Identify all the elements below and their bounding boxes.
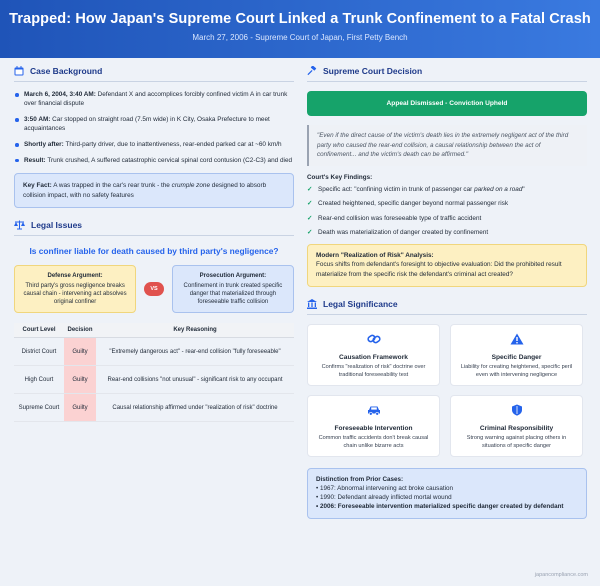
decision-cell: Guilty [64,366,96,394]
card-title: Specific Danger [491,353,542,361]
reasoning-cell: Causal relationship affirmed under "realization of risk" doctrine [96,394,294,422]
court-level: District Court [14,338,64,366]
table-row [14,338,294,366]
modern-analysis-box [307,244,587,287]
divider [307,314,587,315]
case-background-title: Case Background [30,66,103,76]
modern-analysis-title: Modern "Realization of Risk" Analysis: [316,251,434,259]
list-item [307,229,587,238]
arguments-row [14,265,294,313]
page-title: Trapped: How Japan's Supreme Court Linked a Trunk Confinement to a Fatal Crash [9,11,591,27]
distinction-item: • 2006: Foreseeable intervention materialized specific danger created by defendant [316,503,564,511]
right-column [307,66,587,519]
list-item [14,115,294,134]
list-item-text: Third-party driver, due to inattentiveness, rear-ended parked car at ~60 km/h [63,141,282,149]
significance-card [307,324,440,386]
decision-heading [307,66,587,76]
warning-icon [510,333,524,345]
prosecution-title: Prosecution Argument: [199,273,267,280]
case-background-list [14,90,294,165]
defense-title: Defense Argument: [47,273,103,280]
findings-title: Court's Key Findings: [307,173,373,181]
modern-analysis-text: Focus shifts from defendant's foresight to objective evaluation: Did the prohibited result materialize from the specific risk the defendant's criminal act created? [316,261,562,278]
card-title: Criminal Responsibility [479,424,554,432]
scales-icon [14,220,25,230]
legal-issues-heading [14,220,294,230]
vs-badge: VS [144,282,164,296]
case-background-heading [14,66,294,76]
court-decisions-table [14,323,294,422]
distinction-title: Distinction from Prior Cases: [316,475,404,483]
defense-text: Third party's gross negligence breaks causal chain - intervening act absolves original confiner [23,282,127,306]
distinction-item: • 1990: Defendant already inflicted mortal wound [316,494,452,502]
list-item-label: Shortly after: [24,141,64,149]
list-item [14,156,294,165]
significance-cards [307,324,587,457]
gavel-icon [307,66,317,76]
footer-credit: japancompliance.com [534,572,588,578]
finding-text-end: " [522,185,525,193]
distinction-box [307,468,587,519]
reasoning-cell: "Extremely dangerous act" - rear-end collision "fully foreseeable" [96,338,294,366]
list-item [307,200,587,209]
prosecution-argument [172,265,294,313]
prosecution-text: Confinement in trunk created specific danger that materialized through foreseeable traffic collision [183,282,283,306]
findings-list [307,186,587,238]
page-subtitle: March 27, 2006 - Supreme Court of Japan, First Petty Bench [192,33,408,42]
key-fact-box [14,173,294,208]
significance-card [307,395,440,457]
key-fact-emphasis: crumple zone [171,182,211,190]
calendar-icon [14,66,24,76]
check-icon: ✓ [307,214,313,222]
column-header: Decision [64,323,96,338]
card-description: Liability for creating heightened, specific peril even with intervening negligence [460,363,573,378]
link-icon [367,333,381,345]
courthouse-icon [307,299,317,309]
card-title: Causation Framework [339,353,408,361]
significance-title: Legal Significance [323,298,398,309]
list-item [14,140,294,149]
card-description: Strong warning against placing others in situations of specific danger [466,434,567,449]
defense-argument [14,265,136,313]
list-item-label: March 6, 2004, 3:40 AM: [24,91,96,98]
decision-cell: Guilty [64,338,96,366]
distinction-item: • 1967: Abnormal intervening act broke causation [316,484,453,492]
card-title: Foreseeable Intervention [334,424,413,432]
table-row [14,394,294,422]
key-fact-label: Key Fact: [23,182,52,190]
divider [307,81,587,82]
list-item [307,186,587,195]
finding-text: Specific act: "confining victim in trunk of passenger car [318,185,475,193]
table-header-row [14,323,294,338]
central-question: Is confiner liable for death caused by third party's negligence? [29,246,279,257]
list-item-text: Car stopped on straight road (7.5m wide) in K City, Osaka Prefecture to meet acquaintances [24,116,270,133]
finding-text: Death was materialization of danger created by confinement [318,229,489,237]
finding-text: Created heightened, specific danger beyond normal passenger risk [318,200,509,208]
page-header [0,0,600,58]
card-description: Confirms "realization of risk" doctrine over traditional foreseeability test [321,363,426,378]
decision-title: Supreme Court Decision [323,66,423,76]
check-icon: ✓ [307,185,313,193]
decision-cell: Guilty [64,394,96,422]
list-item [307,215,587,224]
court-quote: "Even if the direct cause of the victim's death lies in the extremely negligent act of the third party who caused the rear-end collision, a causal relationship between the act of confinement... and the victim's death can be affirmed." [307,125,587,166]
legal-issues-title: Legal Issues [31,220,83,231]
list-item-text: Defendant X and accomplices forcibly confined victim A in car trunk over financial dispute [24,91,288,108]
check-icon: ✓ [307,229,313,237]
column-header: Key Reasoning [96,323,294,338]
table-row [14,366,294,394]
check-icon: ✓ [307,200,313,208]
list-item-label: Result: [24,156,46,164]
car-icon [367,404,381,416]
key-fact-text-end: designed to absorb collision impact, with no safety features [23,182,267,199]
finding-text: Rear-end collision was foreseeable type of traffic accident [318,214,482,222]
court-level: High Court [14,366,64,394]
significance-card [450,324,583,386]
reasoning-cell: Rear-end collisions "not unusual" - significant risk to any occupant [96,366,294,394]
shield-icon [510,404,524,416]
card-description: Common traffic accidents don't break causal chain unlike bizarre acts [318,434,429,449]
significance-card [450,395,583,457]
list-item [14,90,294,109]
divider [14,235,294,236]
key-fact-text: A was trapped in the car's rear trunk - the [51,182,172,190]
verdict-banner: Appeal Dismissed - Conviction Upheld [307,91,587,116]
left-column [14,66,294,422]
column-header: Court Level [14,323,64,338]
court-level: Supreme Court [14,394,64,422]
finding-emphasis: parked on a road [474,185,523,193]
significance-heading [307,299,587,309]
list-item-label: 3:50 AM: [24,116,51,124]
list-item-text: Trunk crushed, A suffered catastrophic cervical spinal cord contusion (C2-C3) and died [45,156,293,164]
divider [14,81,294,82]
